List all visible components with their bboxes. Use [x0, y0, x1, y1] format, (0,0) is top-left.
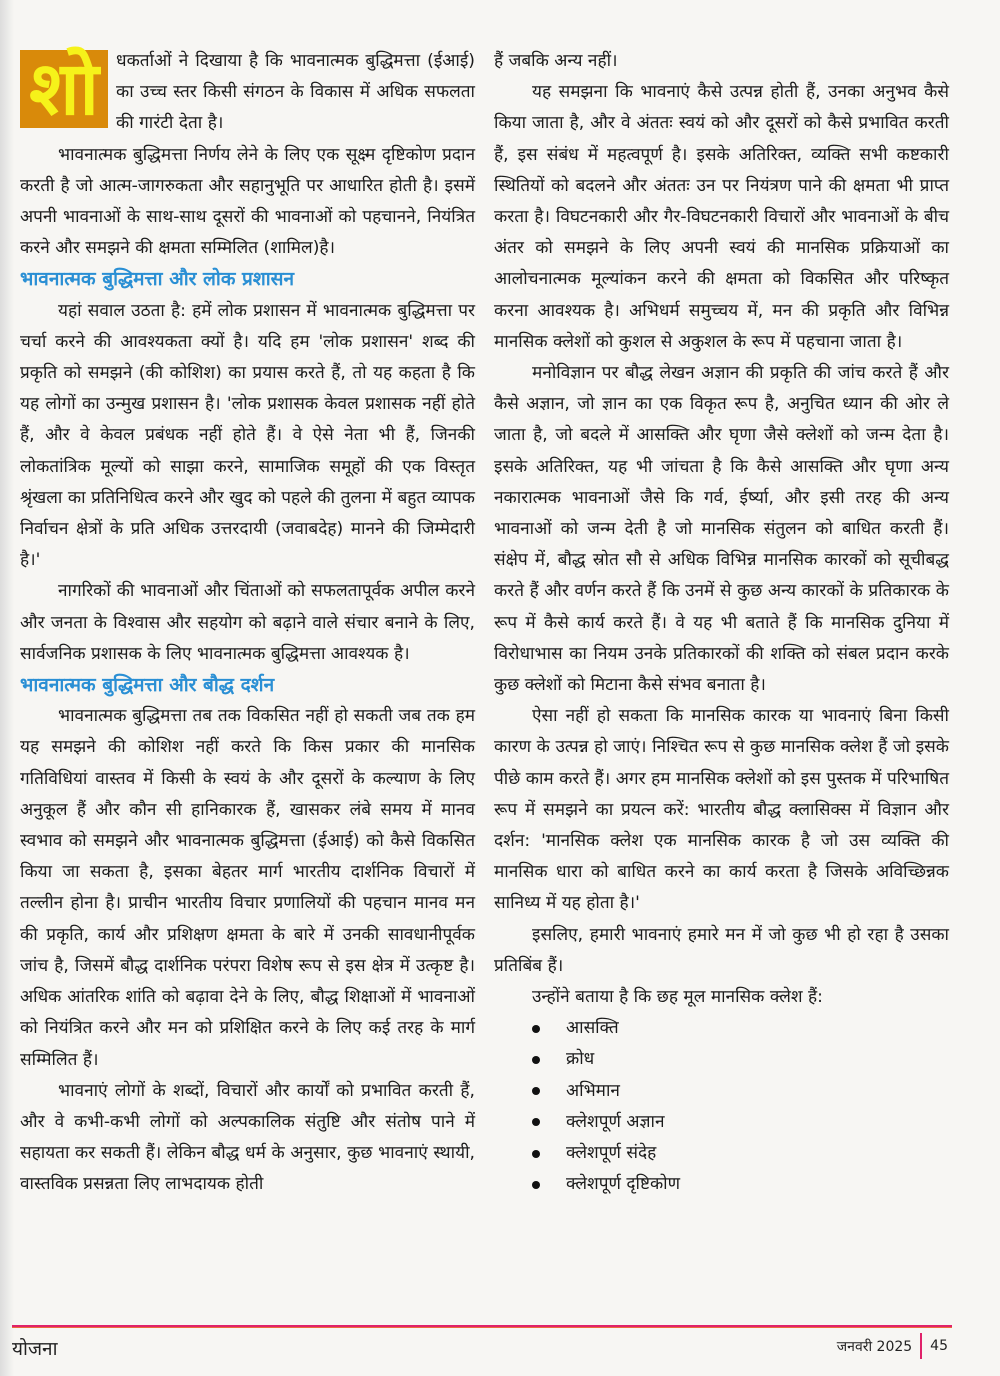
- paragraph: उन्होंने बताया है कि छह मूल मानसिक क्लेश हैं:: [532, 987, 823, 1008]
- list-item: [532, 1138, 949, 1169]
- paragraph: ऐसा नहीं हो सकता कि मानसिक कारक या भावनाएं बिना किसी कारण के उत्पन्न हो जाएं। निश्चित रूप से कुछ मानसिक क्लेश हैं जो इसके पीछे काम करते हैं। अगर हम मानसिक क्लेशों को इस पुस्तक में परिभाषित रूप में समझने का प्रयत्न करें: भारतीय बौद्ध क्लासिक्स में विज्ञान और दर्शन: 'मानसिक क्लेश एक मानसिक कारक है जो उस व्यक्ति की मानसिक धारा को बाधित करने का कार्य करता है जिसके अविच्छिन्नक सानिध्य में यह होता है।': [494, 706, 949, 914]
- paragraph: यहां सवाल उठता है: हमें लोक प्रशासन में भावनात्मक बुद्धिमत्ता पर चर्चा करने की आवश्यकता क्यों है। यदि हम 'लोक प्रशासन' शब्द की प्रकृति को समझने (की कोशिश) का प्रयास करते हैं, तो यह कहता है कि यह लोगों का उन्मुख प्रशासन है। 'लोक प्रशासक केवल प्रशासक नहीं होते हैं, और वे केवल प्रबंधक नहीं होते हैं। वे ऐसे नेता भी हैं, जिनकी लोकतांत्रिक मूल्यों को साझा करने, सामाजिक समूहों की एक विस्तृत श्रृंखला का प्रतिनिधित्व करने और खुद को पहले की तुलना में बहुत व्यापक निर्वाचन क्षेत्रों के प्रति अधिक उत्तरदायी (जवाबदेह) मानने की जिम्मेदारी है।': [20, 300, 475, 571]
- klesha-list: [494, 1013, 949, 1200]
- list-item-label: क्रोध: [566, 1049, 595, 1070]
- section-heading: भावनात्मक बुद्धिमत्ता और बौद्ध दर्शन: [20, 674, 275, 697]
- bullet-icon: [532, 1181, 540, 1189]
- paragraph: भावनाएं लोगों के शब्दों, विचारों और कार्यों को प्रभावित करती हैं, और वे कभी-कभी लोगों को अल्पकालिक संतुष्टि और संतोष पाने में सहायता कर सकती हैं। लेकिन बौद्ध धर्म के अनुसार, कुछ भावनाएं स्थायी, वास्तविक प्रसन्नता लिए लाभदायक होती: [20, 1080, 475, 1195]
- bullet-icon: [532, 1150, 540, 1158]
- dropcap: शो: [20, 50, 108, 128]
- list-item-label: आसक्ति: [566, 1018, 619, 1039]
- paragraph: भावनात्मक बुद्धिमत्ता निर्णय लेने के लिए एक सूक्ष्म दृष्टिकोण प्रदान करती है जो आत्म-जागरुकता और सहानुभूति पर आधारित होती है। इसमें अपनी भावनाओं के साथ-साथ दूसरों की भावनाओं को पहचानने, नियंत्रित करने और समझने की क्षमता सम्मिलित (शामिल)है।: [20, 144, 475, 259]
- bullet-icon: [532, 1118, 540, 1126]
- paragraph: भावनात्मक बुद्धिमत्ता तब तक विकसित नहीं हो सकती जब तक हम यह समझने की कोशिश नहीं करते कि किस प्रकार की मानसिक गतिविधियां वास्तव में किसी के स्वयं के और दूसरों के कल्याण के लिए अनुकूल हैं और कौन सी हानिकारक हैं, खासकर लंबे समय में मानव स्वभाव को समझने और भावनात्मक बुद्धिमत्ता (ईआई) को कैसे विकसित किया जा सकता है, इसका बेहतर मार्ग भारतीय दार्शनिक विचारों में तल्लीन होना है। प्राचीन भारतीय विचार प्रणालियों की पहचान मानव मन की प्रकृति, कार्य और प्रशिक्षण क्षमता के बारे में उनकी सावधानीपूर्वक जांच है, जिसमें बौद्ध दार्शनिक परंपरा विशेष रूप से इस क्षेत्र में उत्कृष्ट है। अधिक आंतरिक शांति को बढ़ावा देने के लिए, बौद्ध शिक्षाओं में भावनाओं को नियंत्रित करने और मन को प्रशिक्षित करने के लिए कई तरह के मार्ग सम्मिलित हैं।: [20, 706, 475, 1070]
- footer-issue-info: [837, 1333, 948, 1359]
- list-item-label: अभिमान: [566, 1080, 620, 1101]
- paragraph: नागरिकों की भावनाओं और चिंताओं को सफलतापूर्वक अपील करने और जनता के विश्वास और सहयोग को बढ़ाने वाले संचार बनाने के लिए, सार्वजनिक प्रशासक के लिए भावनात्मक बुद्धिमत्ता आवश्यक है।: [20, 581, 475, 664]
- list-item-label: क्लेशपूर्ण अज्ञान: [566, 1111, 665, 1132]
- bullet-icon: [532, 1025, 540, 1033]
- magazine-name: योजना: [12, 1338, 58, 1360]
- right-column: [494, 46, 949, 1200]
- list-item: [532, 1044, 949, 1075]
- list-item: [532, 1013, 949, 1044]
- bullet-icon: [532, 1056, 540, 1064]
- bullet-icon: [532, 1087, 540, 1095]
- footer-divider: [920, 1333, 922, 1359]
- issue-date: जनवरी 2025: [836, 1338, 913, 1355]
- page-number: 45: [930, 1338, 948, 1354]
- footer-rule: [12, 1325, 952, 1328]
- list-item-label: क्लेशपूर्ण संदेह: [566, 1143, 657, 1164]
- continued-paragraph: हैं जबकि अन्य नहीं।: [494, 51, 618, 71]
- left-column: [20, 46, 475, 1201]
- list-item-label: क्लेशपूर्ण दृष्टिकोण: [566, 1174, 681, 1195]
- page-edge-shadow: [0, 0, 14, 1376]
- lead-paragraph: धकर्ताओं ने दिखाया है कि भावनात्मक बुद्धिमत्ता (ईआई) का उच्च स्तर किसी संगठन के विकास में अधिक सफलता की गारंटी देता है।: [116, 51, 475, 134]
- paragraph: यह समझना कि भावनाएं कैसे उत्पन्न होती हैं, उनका अनुभव कैसे किया जाता है, और वे अंततः स्वयं को और दूसरों को कैसे प्रभावित करती हैं, इस संबंध में महत्वपूर्ण है। इसके अतिरिक्त, व्यक्ति सभी कष्टकारी स्थितियों को बदलने और अंततः उन पर नियंत्रण पाने की क्षमता भी प्राप्त करता है। विघटनकारी और गैर-विघटनकारी विचारों और भावनाओं के बीच अंतर को समझने के लिए अपनी स्वयं की मानसिक प्रक्रियाओं का आलोचनात्मक मूल्यांकन करने की क्षमता को विकसित और परिष्कृत करना आवश्यक है। अभिधर्म समुच्चय में, मन की प्रकृति और विभिन्न मानसिक क्लेशों को कुशल से अकुशल के रूप में पहचाना जाता है।: [494, 82, 949, 352]
- list-item: [532, 1107, 949, 1138]
- paragraph: मनोविज्ञान पर बौद्ध लेखन अज्ञान की प्रकृति की जांच करते हैं और कैसे अज्ञान, जो ज्ञान का एक विकृत रूप है, अनुचित ध्यान की ओर ले जाता है, जो बदले में आसक्ति और घृणा जैसे क्लेशों को जन्म देता है। इसके अतिरिक्त, यह भी जांचता है कि कैसे आसक्ति और घृणा अन्य नकारात्मक भावनाओं जैसे कि गर्व, ईर्ष्या, और इसी तरह की अन्य भावनाओं को जन्म देती है जो मानसिक संतुलन को बाधित करती हैं। संक्षेप में, बौद्ध स्रोत सौ से अधिक विभिन्न मानसिक कारकों को सूचीबद्ध करते हैं और वर्णन करते हैं कि उनमें से कुछ अन्य कारकों के प्रतिकारक के रूप में कैसे कार्य करते हैं। वे यह भी बताते हैं कि मानसिक दुनिया में विरोधाभास का नियम उनके प्रतिकारकों की शक्ति को संबल प्रदान करके कुछ क्लेशों को मिटाना कैसे संभव बनाता है।: [494, 363, 949, 696]
- list-item: [532, 1169, 949, 1200]
- paragraph: इसलिए, हमारी भावनाएं हमारे मन में जो कुछ भी हो रहा है उसका प्रतिबिंब हैं।: [494, 924, 949, 976]
- list-item: [532, 1076, 949, 1107]
- section-heading: भावनात्मक बुद्धिमत्ता और लोक प्रशासन: [20, 268, 295, 291]
